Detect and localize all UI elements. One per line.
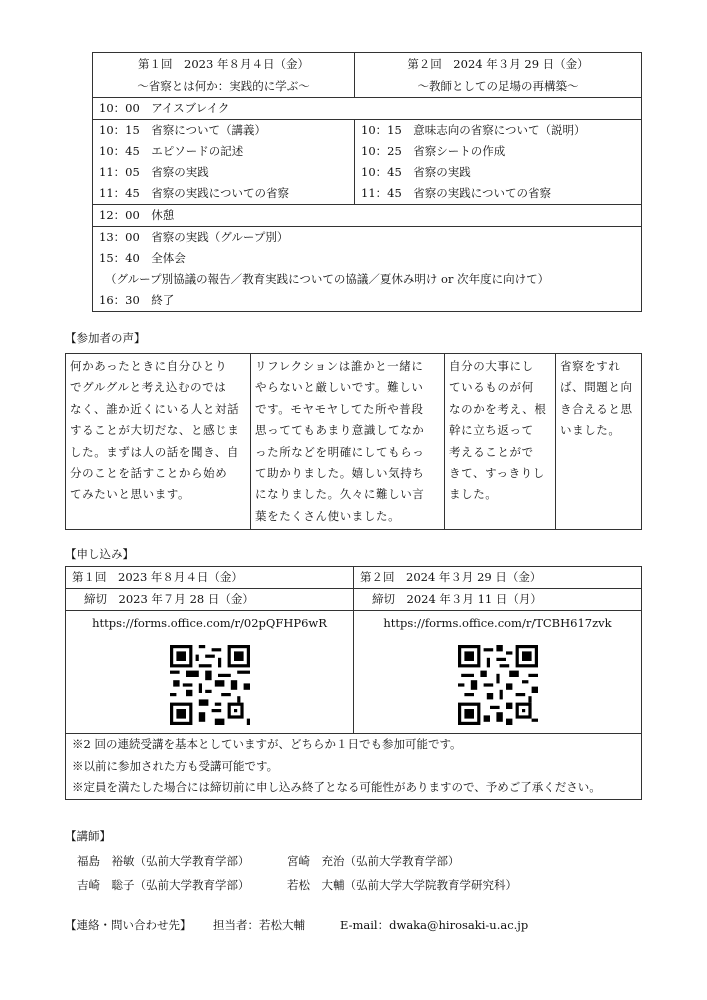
instructor-item: 福島 裕敏（弘前大学教育学部） (77, 854, 250, 868)
voices-table (65, 353, 642, 530)
schedule-item: 10：45 省察の実践 (361, 165, 471, 179)
icebreak-row: 10：00 アイスブレイク (99, 101, 230, 115)
instructors-heading: 【講師】 (65, 829, 111, 843)
voice-3: 自分の大事にし ているものが何 なのかを考え、根 幹に立ち返って 考えることがで きて、すっきりし ました。 (445, 354, 556, 530)
apply-heading: 【申し込み】 (65, 547, 134, 561)
session2-form-cell (354, 611, 642, 734)
schedule-table (92, 52, 642, 312)
schedule-item: 10：15 省察について（講義） (99, 123, 267, 137)
voice-4: 省察をすれ ば、問題と向 き合えると思 いました。 (556, 354, 642, 530)
session1-header: 第１回 2023 年８月４日（金） (138, 57, 309, 71)
session2-date: 第２回 2024 年３月 29 日（金） (354, 567, 642, 589)
schedule-item: 10：45 エピソードの記述 (99, 144, 244, 158)
schedule-item: 13：00 省察の実践（グループ別） (99, 230, 289, 244)
schedule-item: 11：45 省察の実践についての省察 (361, 186, 552, 200)
instructor-item: 宮崎 充治（弘前大学教育学部） (287, 854, 460, 868)
session2-header: 第２回 2024 年３月 29 日（金） (407, 57, 589, 71)
session1-header-cell (93, 53, 355, 98)
session2-deadline: 締切 2024 年３月 11 日（月） (354, 589, 642, 611)
session2-url[interactable]: https://forms.office.com/r/TCBH617zvk (383, 616, 612, 630)
voices-heading: 【参加者の声】 (65, 331, 146, 345)
session2-morning (355, 120, 642, 205)
session1-date: 第１回 2023 年８月４日（金） (66, 567, 354, 589)
instructor-item: 吉崎 聡子（弘前大学教育学部） (77, 878, 250, 892)
session2-qr-code[interactable] (458, 645, 538, 725)
afternoon-cell (93, 227, 642, 312)
session2-subtitle: ～教師としての足場の再構築～ (417, 79, 579, 93)
contact-person: 担当者：若松大輔 (213, 918, 305, 932)
note-item: ※定員を満たした場合には締切前に申し込み終了となる可能性がありますので、予めご了承ください。 (72, 780, 601, 794)
note-item: ※2 回の連続受講を基本としていますが、どちらか１日でも参加可能です。 (72, 737, 462, 751)
session1-qr-code[interactable] (170, 645, 250, 725)
schedule-item: 10：15 意味志向の省察について（説明） (361, 123, 586, 137)
schedule-item: 11：45 省察の実践についての省察 (99, 186, 290, 200)
session1-url[interactable]: https://forms.office.com/r/02pQFHP6wR (92, 616, 327, 630)
session1-subtitle: ～省察とは何か：実践的に学ぶ～ (137, 79, 310, 93)
break-row: 12：00 休憩 (99, 208, 175, 222)
note-item: ※以前に参加された方も受講可能です。 (72, 758, 279, 773)
notes-cell (66, 734, 642, 800)
session1-form-cell (66, 611, 354, 734)
contact-email[interactable]: E-mail：dwaka@hirosaki-u.ac.jp (340, 918, 529, 932)
session1-deadline: 締切 2023 年７月 28 日（金） (66, 589, 354, 611)
contact-heading: 【連絡・問い合わせ先】 (65, 918, 192, 932)
schedule-item: 10：25 省察シートの作成 (361, 144, 506, 158)
session1-morning (93, 120, 355, 205)
voice-2: リフレクションは誰かと一緒に やらないと厳しいです。難しい です。モヤモヤしてた所や普段 思っててもあまり意識してなか った所などを明確にしてもらっ て助かりました。嬉しい気持ち になりました。久々に難しい言 葉をたくさん使いました。 (251, 354, 445, 530)
instructor-item: 若松 大輔（弘前大学大学院教育学研究科） (287, 878, 517, 892)
schedule-item: 15：40 全体会 (99, 251, 186, 265)
voice-1: 何かあったときに自分ひとり でグルグルと考え込むのでは なく、誰か近くにいる人と対話 することが大切だな、と感じま した。まずは人の話を聞き、自 分のことを話すことから始め てみたいと思います。 (66, 354, 251, 530)
schedule-item: （グループ別協議の報告／教育実践についての協議／夏休み明け or 次年度に向けて） (105, 272, 550, 286)
apply-table (65, 566, 642, 800)
schedule-item: 16：30 終了 (99, 293, 175, 307)
schedule-item: 11：05 省察の実践 (99, 165, 209, 179)
session2-header-cell (355, 53, 642, 98)
